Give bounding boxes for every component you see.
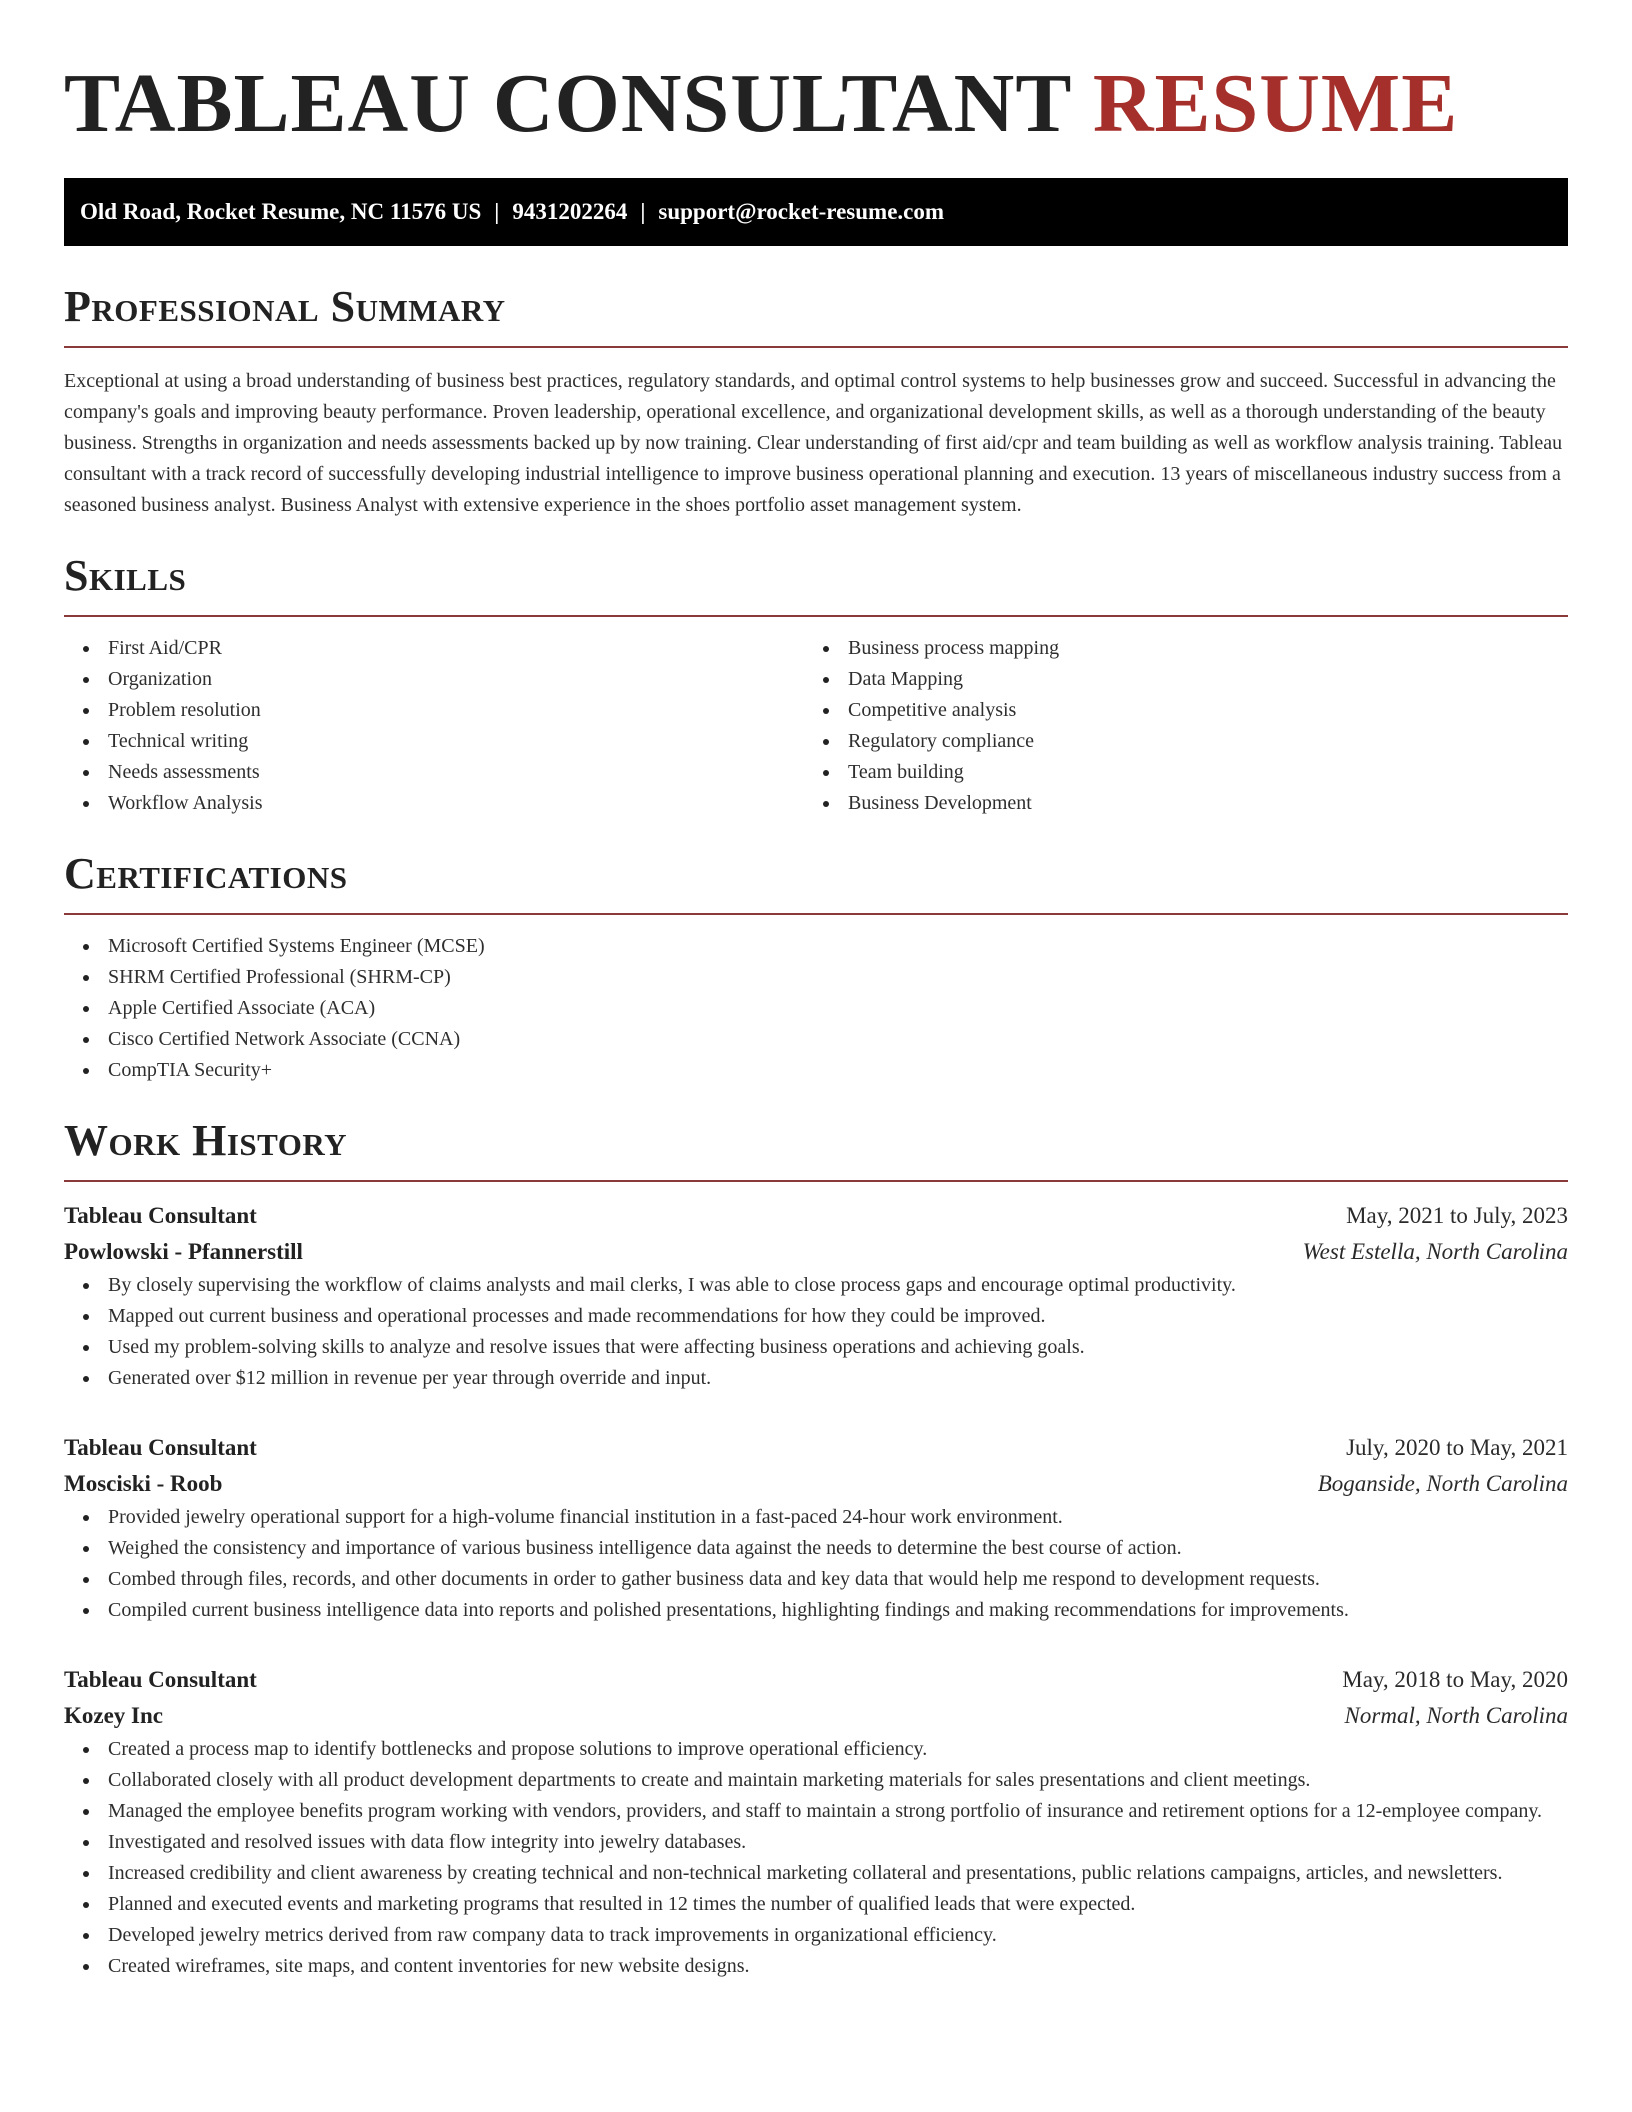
job-header-row bbox=[64, 1198, 1568, 1234]
section-divider bbox=[64, 913, 1568, 915]
certifications-heading: Certifications bbox=[64, 849, 348, 898]
job-location: West Estella, North Carolina bbox=[1302, 1239, 1568, 1264]
certification-item: SHRM Certified Professional (SHRM-CP) bbox=[64, 962, 1568, 993]
summary-section bbox=[64, 282, 1568, 521]
job-bullet: Weighed the consistency and importance of various business intelligence data against the needs to determine the best course of action. bbox=[64, 1533, 1568, 1564]
job-bullets bbox=[64, 1270, 1568, 1394]
skill-item: Problem resolution bbox=[64, 695, 804, 726]
job-title: Tableau Consultant bbox=[64, 1203, 257, 1228]
job-bullets bbox=[64, 1502, 1568, 1626]
skill-item: Business Development bbox=[804, 788, 1544, 819]
section-divider bbox=[64, 615, 1568, 617]
job-company-row bbox=[64, 1466, 1568, 1502]
section-divider bbox=[64, 346, 1568, 348]
job-company-row bbox=[64, 1234, 1568, 1270]
skills-columns bbox=[64, 633, 1568, 819]
job-entry bbox=[64, 1662, 1568, 1982]
work-history-section bbox=[64, 1116, 1568, 1982]
job-location: Boganside, North Carolina bbox=[1317, 1471, 1568, 1496]
title-accent: RESUME bbox=[1092, 57, 1459, 150]
certifications-list bbox=[64, 931, 1568, 1086]
job-location: Normal, North Carolina bbox=[1344, 1703, 1568, 1728]
job-bullet: Provided jewelry operational support for a high-volume financial institution in a fast-paced 24-hour work environment. bbox=[64, 1502, 1568, 1533]
job-dates: May, 2021 to July, 2023 bbox=[1346, 1203, 1568, 1228]
summary-heading: Professional Summary bbox=[64, 282, 506, 331]
certification-item: Apple Certified Associate (ACA) bbox=[64, 993, 1568, 1024]
job-header-row bbox=[64, 1662, 1568, 1698]
job-company: Mosciski - Roob bbox=[64, 1471, 223, 1496]
job-bullet: Used my problem-solving skills to analyze and resolve issues that were affecting business operations and achieving goals. bbox=[64, 1332, 1568, 1363]
summary-text: Exceptional at using a broad understanding of business best practices, regulatory standards, and optimal control systems to help businesses grow and succeed. Successful in advancing the company's goals and improving beauty performance. Proven leadership, operational excellence, and organizational development skills, as well as a thorough understanding of the beauty business. Strengths in organization and needs assessments backed up by now training. Clear understanding of first aid/cpr and team building as well as workflow analysis training. Tableau consultant with a track record of successfully developing industrial intelligence to improve business operational planning and execution. 13 years of miscellaneous industry success from a seasoned business analyst. Business Analyst with extensive experience in the shoes portfolio asset management system. bbox=[64, 370, 1563, 516]
job-company: Kozey Inc bbox=[64, 1703, 164, 1728]
certification-item: CompTIA Security+ bbox=[64, 1055, 1568, 1086]
job-bullet: Created wireframes, site maps, and content inventories for new website designs. bbox=[64, 1951, 1568, 1982]
contact-email: support@rocket-resume.com bbox=[658, 199, 945, 224]
skills-list-right bbox=[804, 633, 1544, 819]
job-dates: July, 2020 to May, 2021 bbox=[1346, 1435, 1568, 1460]
job-entry bbox=[64, 1430, 1568, 1626]
job-bullet: By closely supervising the workflow of claims analysts and mail clerks, I was able to close process gaps and encourage optimal productivity. bbox=[64, 1270, 1568, 1301]
job-title: Tableau Consultant bbox=[64, 1667, 257, 1692]
contact-bar bbox=[64, 178, 1568, 246]
resume-page bbox=[64, 0, 1568, 1982]
job-bullet: Collaborated closely with all product development departments to create and maintain marketing materials for sales presentations and client meetings. bbox=[64, 1765, 1568, 1796]
job-entry bbox=[64, 1198, 1568, 1394]
certifications-section bbox=[64, 849, 1568, 1086]
job-bullet: Combed through files, records, and other documents in order to gather business data and key data that would help me respond to development requests. bbox=[64, 1564, 1568, 1595]
skill-item: Workflow Analysis bbox=[64, 788, 804, 819]
job-bullet: Increased credibility and client awareness by creating technical and non-technical marketing collateral and presentations, public relations campaigns, articles, and newsletters. bbox=[64, 1858, 1568, 1889]
job-header-row bbox=[64, 1430, 1568, 1466]
job-dates: May, 2018 to May, 2020 bbox=[1342, 1667, 1568, 1692]
certification-item: Microsoft Certified Systems Engineer (MCSE) bbox=[64, 931, 1568, 962]
skill-item: Regulatory compliance bbox=[804, 726, 1544, 757]
title-main: TABLEAU CONSULTANT bbox=[64, 57, 1071, 150]
skills-section bbox=[64, 551, 1568, 819]
job-bullet: Investigated and resolved issues with data flow integrity into jewelry databases. bbox=[64, 1827, 1568, 1858]
job-bullet: Created a process map to identify bottlenecks and propose solutions to improve operational efficiency. bbox=[64, 1734, 1568, 1765]
job-company: Powlowski - Pfannerstill bbox=[64, 1239, 303, 1264]
skills-heading: Skills bbox=[64, 551, 187, 600]
job-bullets bbox=[64, 1734, 1568, 1982]
job-bullet: Developed jewelry metrics derived from raw company data to track improvements in organizational efficiency. bbox=[64, 1920, 1568, 1951]
skill-item: Business process mapping bbox=[804, 633, 1544, 664]
job-bullet: Mapped out current business and operational processes and made recommendations for how they could be improved. bbox=[64, 1301, 1568, 1332]
job-bullet: Planned and executed events and marketing programs that resulted in 12 times the number of qualified leads that were expected. bbox=[64, 1889, 1568, 1920]
skill-item: Competitive analysis bbox=[804, 695, 1544, 726]
certification-item: Cisco Certified Network Associate (CCNA) bbox=[64, 1024, 1568, 1055]
job-bullet: Compiled current business intelligence data into reports and polished presentations, highlighting findings and making recommendations for improvements. bbox=[64, 1595, 1568, 1626]
job-company-row bbox=[64, 1698, 1568, 1734]
skill-item: Technical writing bbox=[64, 726, 804, 757]
work-history-heading: Work History bbox=[64, 1116, 348, 1165]
skill-item: Data Mapping bbox=[804, 664, 1544, 695]
job-bullet: Managed the employee benefits program working with vendors, providers, and staff to maintain a strong portfolio of insurance and retirement options for a 12-employee company. bbox=[64, 1796, 1568, 1827]
section-divider bbox=[64, 1180, 1568, 1182]
skill-item: Team building bbox=[804, 757, 1544, 788]
resume-title bbox=[64, 0, 1568, 152]
skill-item: First Aid/CPR bbox=[64, 633, 804, 664]
skill-item: Needs assessments bbox=[64, 757, 804, 788]
contact-address: Old Road, Rocket Resume, NC 11576 US bbox=[80, 199, 482, 224]
contact-phone: 9431202264 bbox=[512, 199, 628, 224]
skill-item: Organization bbox=[64, 664, 804, 695]
skills-list-left bbox=[64, 633, 804, 819]
contact-separator: | bbox=[494, 199, 500, 224]
job-title: Tableau Consultant bbox=[64, 1435, 257, 1460]
job-bullet: Generated over $12 million in revenue per year through override and input. bbox=[64, 1363, 1568, 1394]
contact-separator: | bbox=[640, 199, 646, 224]
